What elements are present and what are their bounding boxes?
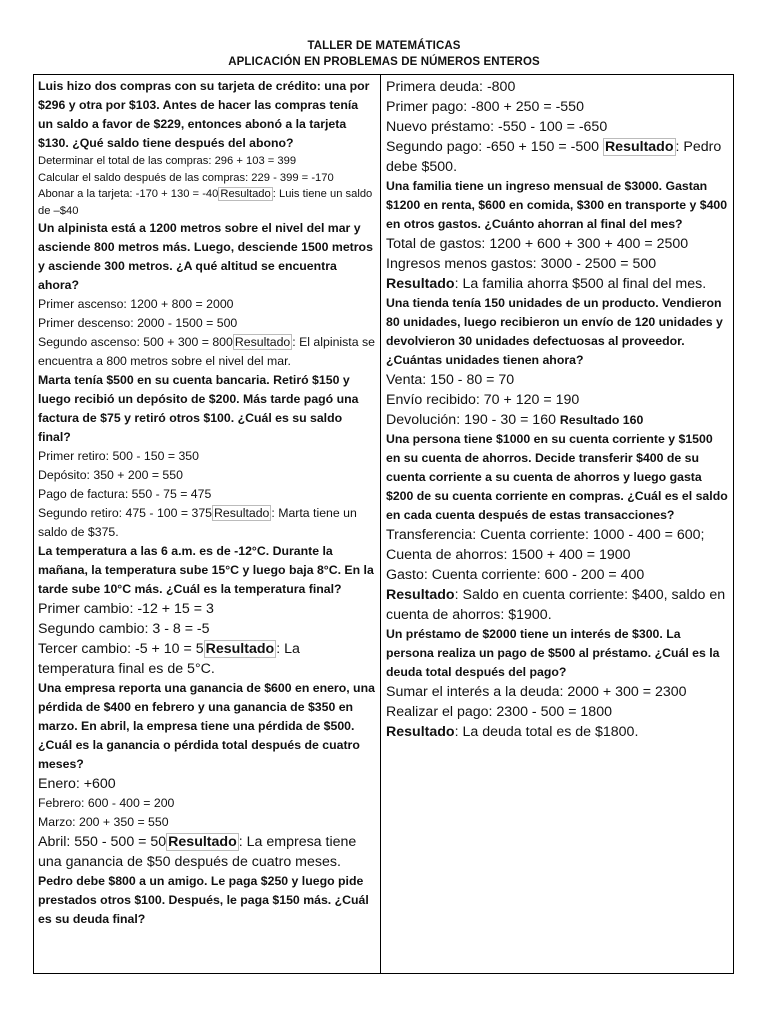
problem-7-result-text: : La familia ahorra $500 al final del mes.: [454, 276, 707, 292]
problem-10-result-text: : La deuda total es de $1800.: [454, 724, 639, 740]
problem-8-step-1: Venta: 150 - 80 = 70: [386, 372, 515, 388]
problem-7-step-2: Ingresos menos gastos: 3000 - 2500 = 500: [386, 256, 657, 272]
problem-3-step-1: Primer retiro: 500 - 150 = 350: [38, 449, 199, 463]
problem-5-step-1: Enero: +600: [38, 776, 116, 792]
problem-10-result-label: Resultado: [386, 724, 455, 740]
problem-10-step-2: Realizar el pago: 2300 - 500 = 1800: [386, 704, 612, 720]
problem-1-question: Luis hizo dos compras con su tarjeta de crédito: una por $296 y otra por $103. Antes de hacer las compras tenía un saldo a favor de $229, entonces abonó a la tarjeta $130. ¿Qué saldo tiene después del abono?: [38, 79, 370, 150]
left-column: [34, 75, 381, 973]
problem-4-step-2: Segundo cambio: 3 - 8 = -5: [38, 621, 210, 637]
problem-6-step-3: Nuevo préstamo: -550 - 100 = -650: [386, 119, 608, 135]
problem-7-step-1: Total de gastos: 1200 + 600 + 300 + 400 = 2500: [386, 236, 689, 252]
right-column: [381, 75, 733, 973]
problem-4-result-label: Resultado: [205, 641, 275, 657]
problem-9-result-text: : Saldo en cuenta corriente: $400, saldo en cuenta de ahorros: $1900.: [386, 587, 726, 623]
problem-5-step-4: Abril: 550 - 500 = 50: [38, 834, 167, 850]
problem-10-result-line: [386, 722, 729, 742]
problem-9-result-label: Resultado: [386, 587, 455, 603]
problem-5-step-2: Febrero: 600 - 400 = 200: [38, 796, 175, 810]
problem-1-step-1: Determinar el total de las compras: 296 + 103 = 399: [38, 155, 297, 167]
problem-5-step-3: Marzo: 200 + 350 = 550: [38, 815, 169, 829]
problem-7-question: Una familia tiene un ingreso mensual de $3000. Gastan $1200 en renta, $600 en comida, $300 en transporte y $400 en otros gastos. ¿Cuánto ahorran al final del mes?: [386, 179, 728, 231]
problem-10-question: Un préstamo de $2000 tiene un interés de $300. La persona realiza un pago de $500 al préstamo. ¿Cuál es la deuda total después del pago?: [386, 627, 720, 679]
problem-4-step-3: Tercer cambio: -5 + 10 = 5: [38, 641, 204, 657]
document-header: [0, 38, 768, 70]
problem-2-step-3-line: [38, 333, 376, 371]
problem-6-step-1: Primera deuda: -800: [386, 79, 516, 95]
problem-8-step-3: Devolución: 190 - 30 = 160: [386, 412, 560, 428]
problem-8-result: Resultado 160: [559, 413, 644, 427]
problem-1-result-label: Resultado: [220, 188, 271, 200]
problem-9-step-3: Gasto: Cuenta corriente: 600 - 200 = 400: [386, 567, 645, 583]
problem-6-question: Pedro debe $800 a un amigo. Le paga $250 y luego pide prestados otros $100. Después, le paga $150 más. ¿Cuál es su deuda final?: [38, 874, 369, 926]
problem-6-step-2: Primer pago: -800 + 250 = -550: [386, 99, 584, 115]
problem-4-step-3-line: [38, 639, 376, 679]
problem-5-result-text: : La empresa tiene una ganancia de $50 después de cuatro meses.: [38, 834, 357, 870]
document-subtitle: APLICACIÓN EN PROBLEMAS DE NÚMEROS ENTEROS: [228, 56, 540, 68]
problem-2-result-text: : El alpinista se encuentra a 800 metros sobre el nivel del mar.: [38, 335, 375, 368]
problems-table: [33, 74, 734, 974]
problem-2-step-1: Primer ascenso: 1200 + 800 = 2000: [38, 297, 234, 311]
problem-9-step-1: Transferencia: Cuenta corriente: 1000 - 400 = 600;: [386, 527, 705, 543]
problem-1-step-3: Abonar a la tarjeta: -170 + 130 = -40: [38, 188, 219, 200]
problem-2-step-3: Segundo ascenso: 500 + 300 = 800: [38, 335, 233, 349]
problem-3-step-2: Depósito: 350 + 200 = 550: [38, 468, 183, 482]
problem-4-result-text: : La temperatura final es de 5°C.: [38, 641, 300, 677]
problem-2-question: Un alpinista está a 1200 metros sobre el nivel del mar y asciende 800 metros más. Luego, desciende 1500 metros y asciende 300 metros. ¿A qué altitud se encuentra ahora?: [38, 221, 373, 292]
problem-5-step-4-line: [38, 832, 376, 872]
problem-9-result-line: [386, 585, 729, 625]
problem-6-result-label: Resultado: [604, 139, 674, 155]
problem-8-question: Una tienda tenía 150 unidades de un producto. Vendieron 80 unidades, luego recibieron un envío de 120 unidades y devolvieron 30 unidades defectuosas al proveedor. ¿Cuántas unidades tienen ahora?: [386, 296, 723, 367]
problem-1-result-text: : Luis tiene un saldo de –$40: [38, 188, 373, 217]
problem-3-result-label: Resultado: [214, 506, 270, 520]
problem-3-result-text: : Marta tiene un saldo de $375.: [38, 506, 357, 539]
problem-9-step-2: Cuenta de ahorros: 1500 + 400 = 1900: [386, 547, 631, 563]
problem-6-step-4: Segundo pago: -650 + 150 = -500: [386, 139, 603, 155]
problem-5-question: Una empresa reporta una ganancia de $600 en enero, una pérdida de $400 en febrero y una ganancia de $350 en marzo. En abril, la empresa tiene una pérdida de $500. ¿Cuál es la ganancia o pérdida total después de cuatro meses?: [38, 681, 375, 771]
problem-4-step-1: Primer cambio: -12 + 15 = 3: [38, 601, 214, 617]
problem-3-step-4-line: [38, 504, 376, 542]
problem-9-question: Una persona tiene $1000 en su cuenta corriente y $1500 en su cuenta de ahorros. Decide transferir $400 de su cuenta corriente a su cuenta de ahorros y luego gasta $200 de su cuenta corriente en compras. ¿Cuál es el saldo en cada cuenta después de estas transacciones?: [386, 432, 728, 522]
problem-4-question: La temperatura a las 6 a.m. es de -12°C. Durante la mañana, la temperatura sube 15°C y luego baja 8°C. En la tarde sube 10°C más. ¿Cuál es la temperatura final?: [38, 544, 374, 596]
problem-2-step-2: Primer descenso: 2000 - 1500 = 500: [38, 316, 238, 330]
problem-3-step-3: Pago de factura: 550 - 75 = 475: [38, 487, 212, 501]
problem-6-step-4-line: [386, 137, 729, 177]
problem-10-step-1: Sumar el interés a la deuda: 2000 + 300 = 2300: [386, 684, 687, 700]
problem-1-step-2: Calcular el saldo después de las compras: 229 - 399 = -170: [38, 171, 334, 184]
problem-6-result-text: : Pedro debe $500.: [386, 139, 722, 175]
problem-8-step-2: Envío recibido: 70 + 120 = 190: [386, 392, 580, 408]
problem-1-step-3-line: [38, 186, 376, 219]
problem-5-result-label: Resultado: [168, 834, 237, 850]
problem-8-step-3-line: [386, 410, 729, 430]
problem-2-result-label: Resultado: [234, 335, 291, 349]
problem-7-result-line: [386, 274, 729, 294]
problem-3-question: Marta tenía $500 en su cuenta bancaria. Retiró $150 y luego recibió un depósito de $200. Más tarde pagó una factura de $75 y retiró otros $100. ¿Cuál es su saldo final?: [38, 373, 359, 444]
document-title: TALLER DE MATEMÁTICAS: [307, 40, 461, 52]
problem-3-step-4: Segundo retiro: 475 - 100 = 375: [38, 506, 212, 520]
problem-7-result-label: Resultado: [386, 276, 455, 292]
